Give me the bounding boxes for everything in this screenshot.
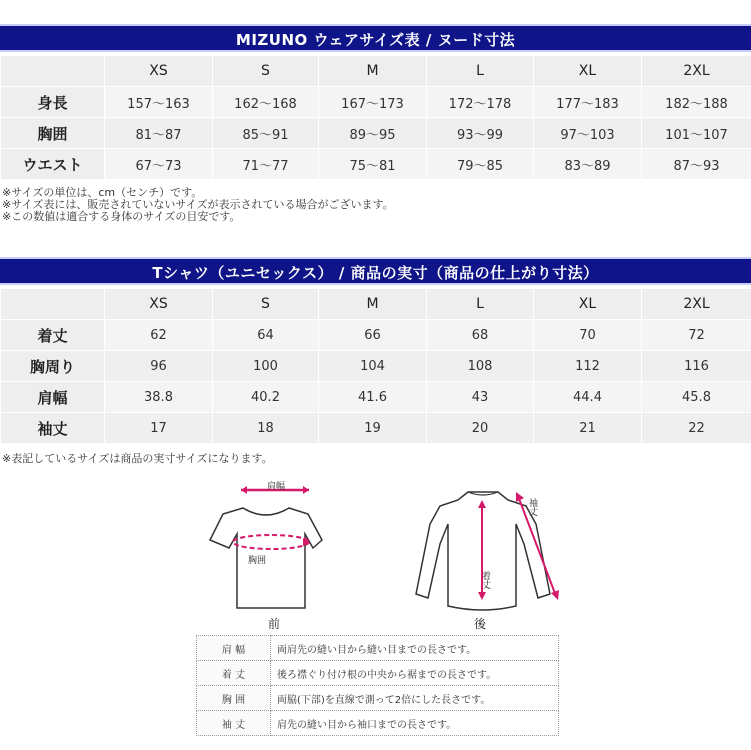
legend-term: 肩 幅 <box>197 636 271 661</box>
table-row <box>1 382 751 413</box>
table-row <box>1 118 751 149</box>
table-cell: 89〜95 <box>319 118 427 149</box>
row-label-waist: ウエスト <box>1 149 105 180</box>
table-cell: 40.2 <box>213 382 319 413</box>
front-caption: 前 <box>268 617 281 631</box>
size-header-xl: XL <box>534 56 642 87</box>
table-cell: 172〜178 <box>427 87 534 118</box>
table-cell: 43 <box>427 382 534 413</box>
row-label-shoulder: 肩幅 <box>1 382 105 413</box>
table-cell: 167〜173 <box>319 87 427 118</box>
table-cell: 162〜168 <box>213 87 319 118</box>
legend-desc: 後ろ襟ぐり付け根の中央から裾までの長さです。 <box>271 661 559 686</box>
size-header-m: M <box>319 56 427 87</box>
table-cell: 66 <box>319 320 427 351</box>
tshirt-front-illustration <box>205 478 325 613</box>
table-cell: 72 <box>642 320 751 351</box>
table-cell: 38.8 <box>105 382 213 413</box>
measurement-legend <box>196 635 559 736</box>
table-cell: 97〜103 <box>534 118 642 149</box>
size-header-s: S <box>213 56 319 87</box>
size-header-l: L <box>427 56 534 87</box>
table-cell: 83〜89 <box>534 149 642 180</box>
size-header-2xl: 2XL <box>642 289 751 320</box>
table-cell: 20 <box>427 413 534 444</box>
table-cell: 64 <box>213 320 319 351</box>
chest-label: 胸囲 <box>248 556 267 566</box>
table-corner <box>1 289 105 320</box>
legend-desc: 両肩先の縫い目から縫い目までの長さです。 <box>271 636 559 661</box>
legend-term: 胸 囲 <box>197 686 271 711</box>
row-label-sleeve: 袖丈 <box>1 413 105 444</box>
list-item <box>197 636 559 661</box>
table-row <box>1 413 751 444</box>
nude-size-notes <box>2 187 394 223</box>
table-row <box>1 351 751 382</box>
table-cell: 182〜188 <box>642 87 751 118</box>
list-item <box>197 711 559 736</box>
note-line: ※この数値は適合する身体のサイズの目安です。 <box>2 210 241 223</box>
table-cell: 75〜81 <box>319 149 427 180</box>
row-label-height: 身長 <box>1 87 105 118</box>
table-row <box>1 149 751 180</box>
table-cell: 101〜107 <box>642 118 751 149</box>
nude-size-title: MIZUNO ウェアサイズ表 / ヌード寸法 <box>0 24 751 52</box>
sleeve-label: 袖丈 <box>529 499 539 518</box>
note-line: ※表記しているサイズは商品の実寸サイズになります。 <box>2 452 273 465</box>
tshirt-size-title: Tシャツ（ユニセックス） / 商品の実寸（商品の仕上がり寸法） <box>0 257 751 285</box>
nude-size-table <box>0 55 751 180</box>
table-cell: 71〜77 <box>213 149 319 180</box>
table-row <box>1 87 751 118</box>
size-header-xs: XS <box>105 289 213 320</box>
size-header-xl: XL <box>534 289 642 320</box>
size-header-s: S <box>213 289 319 320</box>
table-cell: 100 <box>213 351 319 382</box>
list-item <box>197 686 559 711</box>
table-corner <box>1 56 105 87</box>
table-cell: 21 <box>534 413 642 444</box>
table-cell: 108 <box>427 351 534 382</box>
table-cell: 112 <box>534 351 642 382</box>
note-line: ※サイズ表には、販売されていないサイズが表示されている場合がございます。 <box>2 198 394 211</box>
size-header-xs: XS <box>105 56 213 87</box>
arrow-head <box>551 590 559 600</box>
row-label-chest: 胸囲 <box>1 118 105 149</box>
shoulder-label: 肩幅 <box>267 482 286 492</box>
table-row <box>1 320 751 351</box>
table-cell: 17 <box>105 413 213 444</box>
length-label: 着丈 <box>482 572 492 591</box>
legend-desc: 肩先の縫い目から袖口までの長さです。 <box>271 711 559 736</box>
arrow-head <box>241 486 247 494</box>
table-cell: 18 <box>213 413 319 444</box>
arrow-head <box>303 486 309 494</box>
table-cell: 79〜85 <box>427 149 534 180</box>
table-cell: 104 <box>319 351 427 382</box>
table-cell: 67〜73 <box>105 149 213 180</box>
note-line: ※サイズの単位は、cm（センチ）です。 <box>2 186 203 199</box>
row-label-chest-around: 胸周り <box>1 351 105 382</box>
table-cell: 45.8 <box>642 382 751 413</box>
row-label-length: 着丈 <box>1 320 105 351</box>
table-cell: 85〜91 <box>213 118 319 149</box>
table-cell: 87〜93 <box>642 149 751 180</box>
size-header-l: L <box>427 289 534 320</box>
table-cell: 177〜183 <box>534 87 642 118</box>
table-cell: 93〜99 <box>427 118 534 149</box>
table-cell: 157〜163 <box>105 87 213 118</box>
table-cell: 68 <box>427 320 534 351</box>
legend-term: 着 丈 <box>197 661 271 686</box>
table-cell: 96 <box>105 351 213 382</box>
tshirt-size-notes <box>2 453 273 465</box>
size-header-2xl: 2XL <box>642 56 751 87</box>
table-cell: 70 <box>534 320 642 351</box>
table-cell: 22 <box>642 413 751 444</box>
table-cell: 116 <box>642 351 751 382</box>
table-cell: 41.6 <box>319 382 427 413</box>
table-cell: 81〜87 <box>105 118 213 149</box>
tshirt-size-table <box>0 288 751 444</box>
legend-term: 袖 丈 <box>197 711 271 736</box>
list-item <box>197 661 559 686</box>
shirt-back-illustration <box>410 484 565 614</box>
table-cell: 62 <box>105 320 213 351</box>
back-caption: 後 <box>474 617 487 631</box>
table-cell: 19 <box>319 413 427 444</box>
legend-desc: 両脇(下部)を直線で測って2倍にした長さです。 <box>271 686 559 711</box>
table-cell: 44.4 <box>534 382 642 413</box>
size-header-m: M <box>319 289 427 320</box>
